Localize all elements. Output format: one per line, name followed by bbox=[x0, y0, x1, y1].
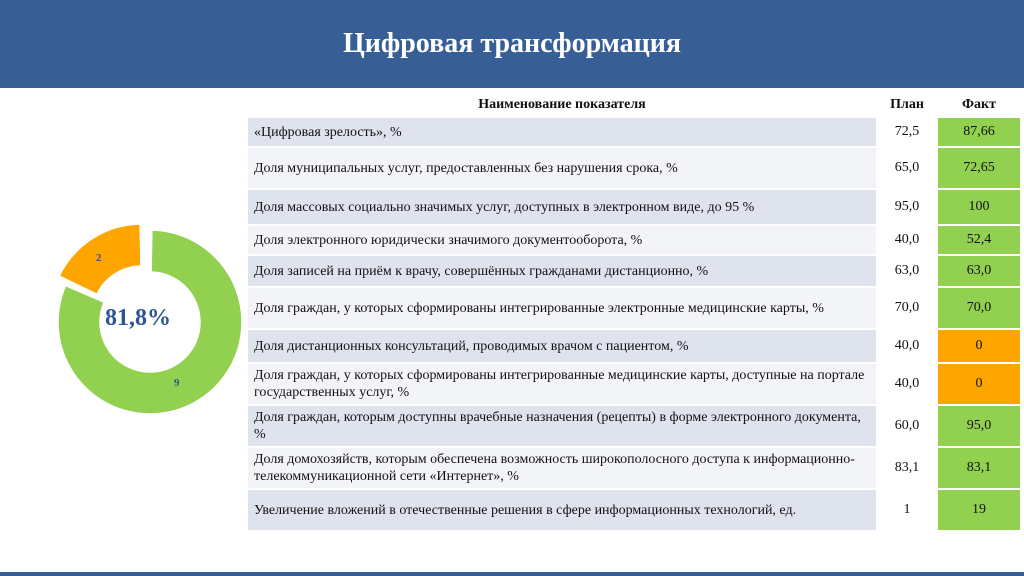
row-plan: 70,0 bbox=[878, 288, 936, 328]
row-plan: 63,0 bbox=[878, 256, 936, 286]
title-bar bbox=[0, 0, 1024, 88]
row-plan: 83,1 bbox=[878, 448, 936, 488]
row-fact: 100 bbox=[938, 190, 1020, 224]
bottom-divider bbox=[0, 572, 1024, 576]
row-fact: 70,0 bbox=[938, 288, 1020, 328]
row-name: Доля домохозяйств, которым обеспечена возможность широкополосного доступа к информационно-телекоммуникационной сети «Интернет», % bbox=[248, 448, 876, 488]
table-row bbox=[248, 330, 1020, 362]
row-name: Доля граждан, у которых сформированы интегрированные медицинские карты, доступные на портале государственных услуг, % bbox=[248, 364, 876, 404]
row-plan: 1 bbox=[878, 490, 936, 530]
row-name: Доля граждан, которым доступны врачебные назначения (рецепты) в форме электронного документа, % bbox=[248, 406, 876, 446]
table-row bbox=[248, 406, 1020, 446]
table-row bbox=[248, 256, 1020, 286]
row-fact: 87,66 bbox=[938, 118, 1020, 146]
row-plan: 40,0 bbox=[878, 226, 936, 254]
table-row bbox=[248, 364, 1020, 404]
page-title: Цифровая трансформация bbox=[342, 28, 682, 59]
row-fact: 0 bbox=[938, 330, 1020, 362]
row-fact: 72,65 bbox=[938, 148, 1020, 188]
row-fact: 63,0 bbox=[938, 256, 1020, 286]
table-row bbox=[248, 226, 1020, 254]
row-name: Увеличение вложений в отечественные решения в сфере информационных технологий, ед. bbox=[248, 490, 876, 530]
row-fact: 0 bbox=[938, 364, 1020, 404]
table-row bbox=[248, 118, 1020, 146]
table-row bbox=[248, 148, 1020, 188]
row-fact: 52,4 bbox=[938, 226, 1020, 254]
row-name: Доля электронного юридически значимого документооборота, % bbox=[248, 226, 876, 254]
row-name: «Цифровая зрелость», % bbox=[248, 118, 876, 146]
row-fact: 19 bbox=[938, 490, 1020, 530]
table-header-row bbox=[248, 94, 1020, 116]
row-name: Доля дистанционных консультаций, проводимых врачом с пациентом, % bbox=[248, 330, 876, 362]
row-plan: 40,0 bbox=[878, 330, 936, 362]
header-fact: Факт bbox=[938, 94, 1020, 116]
table-row bbox=[248, 288, 1020, 328]
table-row bbox=[248, 490, 1020, 530]
table-row bbox=[248, 448, 1020, 488]
row-plan: 40,0 bbox=[878, 364, 936, 404]
row-name: Доля граждан, у которых сформированы интегрированные электронные медицинские карты, % bbox=[248, 288, 876, 328]
slice-label-orange: 2 bbox=[96, 252, 102, 264]
table-row bbox=[248, 190, 1020, 224]
row-plan: 72,5 bbox=[878, 118, 936, 146]
header-name: Наименование показателя bbox=[248, 94, 876, 116]
donut-chart bbox=[40, 212, 260, 432]
row-name: Доля массовых социально значимых услуг, доступных в электронном виде, до 95 % bbox=[248, 190, 876, 224]
row-plan: 65,0 bbox=[878, 148, 936, 188]
donut-center-label: 81,8% bbox=[105, 304, 171, 331]
row-name: Доля записей на приём к врачу, совершённых гражданами дистанционно, % bbox=[248, 256, 876, 286]
row-plan: 60,0 bbox=[878, 406, 936, 446]
header-plan: План bbox=[878, 94, 936, 116]
slice-label-green: 9 bbox=[174, 377, 180, 389]
row-plan: 95,0 bbox=[878, 190, 936, 224]
row-name: Доля муниципальных услуг, предоставленных без нарушения срока, % bbox=[248, 148, 876, 188]
row-fact: 95,0 bbox=[938, 406, 1020, 446]
row-fact: 83,1 bbox=[938, 448, 1020, 488]
kpi-table bbox=[246, 92, 1022, 532]
